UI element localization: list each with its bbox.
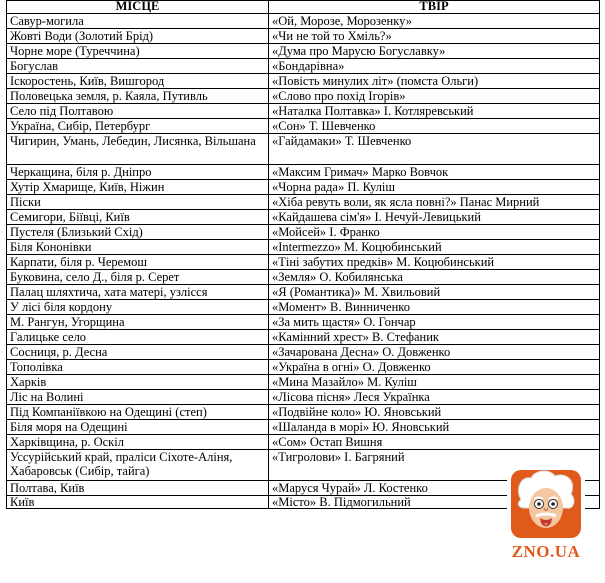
cell-place: Черкащина, біля р. Дніпро	[7, 165, 269, 180]
header-work: ТВІР	[269, 1, 600, 14]
cell-place: Харків	[7, 375, 269, 390]
table-row	[7, 405, 600, 420]
cell-place: Уссурійський край, праліси Сіхоте-Аліня, Хабаровськ (Сибір, тайга)	[7, 450, 269, 481]
cell-work: «Зачарована Десна» О. Довженко	[269, 345, 600, 360]
cell-work: «Камінний хрест» В. Стефаник	[269, 330, 600, 345]
cell-work: «Intermezzo» М. Коцюбинський	[269, 240, 600, 255]
table-row	[7, 74, 600, 89]
table-row	[7, 134, 600, 165]
cell-place: Київ	[7, 496, 269, 509]
cell-place: М. Рангун, Угорщина	[7, 315, 269, 330]
table-row	[7, 89, 600, 104]
table-row	[7, 104, 600, 119]
cell-work: «Місто» В. Підмогильний	[269, 496, 600, 509]
cell-work: «Максим Гримач» Марко Вовчок	[269, 165, 600, 180]
table-row	[7, 330, 600, 345]
cell-work: «Слово про похід Ігорів»	[269, 89, 600, 104]
table-row	[7, 14, 600, 29]
cell-place: Ліс на Волині	[7, 390, 269, 405]
cell-work: «Хіба ревуть воли, як ясла повні?» Панас Мирний	[269, 195, 600, 210]
table-row	[7, 44, 600, 59]
cell-place: Савур-могила	[7, 14, 269, 29]
cell-place: Семигори, Біївці, Київ	[7, 210, 269, 225]
cell-work: «Земля» О. Кобилянська	[269, 270, 600, 285]
cell-work: «Чи не той то Хміль?»	[269, 29, 600, 44]
cell-work: «Мойсей» І. Франко	[269, 225, 600, 240]
cell-place: Під Компаніївкою на Одещині (степ)	[7, 405, 269, 420]
places-works-table-wrapper	[6, 0, 599, 509]
cell-place: Біля моря на Одещині	[7, 420, 269, 435]
cell-place: Іскоростень, Київ, Вишгород	[7, 74, 269, 89]
cell-work: «Сом» Остап Вишня	[269, 435, 600, 450]
cell-work: «Ой, Морозе, Морозенку»	[269, 14, 600, 29]
table-row	[7, 420, 600, 435]
cell-place: У лісі біля кордону	[7, 300, 269, 315]
cell-work: «Я (Романтика)» М. Хвильовий	[269, 285, 600, 300]
cell-place: Чигирин, Умань, Лебедин, Лисянка, Вільшана	[7, 134, 269, 165]
einstein-icon	[507, 466, 585, 542]
cell-place: Богуслав	[7, 59, 269, 74]
table-row	[7, 210, 600, 225]
table-row	[7, 315, 600, 330]
cell-place: Піски	[7, 195, 269, 210]
table-header-row	[7, 1, 600, 14]
table-row	[7, 240, 600, 255]
table-row	[7, 435, 600, 450]
cell-place: Україна, Сибір, Петербург	[7, 119, 269, 134]
table-row	[7, 270, 600, 285]
cell-place: Біля Кононівки	[7, 240, 269, 255]
table-row	[7, 225, 600, 240]
cell-work: «Тигролови» І. Багряний	[269, 450, 600, 481]
cell-place: Чорне море (Туреччина)	[7, 44, 269, 59]
cell-work: «Гайдамаки» Т. Шевченко	[269, 134, 600, 165]
cell-work: «Подвійне коло» Ю. Яновський	[269, 405, 600, 420]
zno-logo	[507, 466, 585, 570]
cell-work: «Тіні забутих предків» М. Коцюбинський	[269, 255, 600, 270]
cell-place: Сосниця, р. Десна	[7, 345, 269, 360]
logo-text: ZNO.UA	[511, 542, 581, 561]
cell-work: «За мить щастя» О. Гончар	[269, 315, 600, 330]
cell-work: «Бондарівна»	[269, 59, 600, 74]
cell-work: «Наталка Полтавка» І. Котляревський	[269, 104, 600, 119]
table-row	[7, 285, 600, 300]
cell-place: Хутір Хмарище, Київ, Ніжин	[7, 180, 269, 195]
cell-work: «Чорна рада» П. Куліш	[269, 180, 600, 195]
table-row	[7, 59, 600, 74]
table-row	[7, 255, 600, 270]
cell-work: «Кайдашева сім'я» І. Нечуй-Левицький	[269, 210, 600, 225]
cell-work: «Момент» В. Винниченко	[269, 300, 600, 315]
table-body	[7, 14, 600, 509]
table-row	[7, 300, 600, 315]
places-works-table	[6, 0, 600, 509]
table-row	[7, 165, 600, 180]
table-row	[7, 345, 600, 360]
cell-work: «Лісова пісня» Леся Українка	[269, 390, 600, 405]
table-row	[7, 360, 600, 375]
cell-place: Буковина, село Д., біля р. Серет	[7, 270, 269, 285]
table-row	[7, 180, 600, 195]
cell-place: Карпати, біля р. Черемош	[7, 255, 269, 270]
cell-place: Пустеля (Близький Схід)	[7, 225, 269, 240]
cell-place: Полтава, Київ	[7, 481, 269, 496]
table-row	[7, 375, 600, 390]
cell-place: Харківщина, р. Оскіл	[7, 435, 269, 450]
table-row	[7, 195, 600, 210]
cell-work: «Повість минулих літ» (помста Ольги)	[269, 74, 600, 89]
table-row	[7, 29, 600, 44]
cell-work: «Маруся Чурай» Л. Костенко	[269, 481, 600, 496]
table-row	[7, 119, 600, 134]
cell-place: Галицьке село	[7, 330, 269, 345]
cell-work: «Сон» Т. Шевченко	[269, 119, 600, 134]
cell-work: «Мина Мазайло» М. Куліш	[269, 375, 600, 390]
cell-work: «Україна в огні» О. Довженко	[269, 360, 600, 375]
cell-place: Половецька земля, р. Каяла, Путивль	[7, 89, 269, 104]
cell-place: Палац шляхтича, хата матері, узлісся	[7, 285, 269, 300]
cell-place: Тополівка	[7, 360, 269, 375]
cell-work: «Дума про Марусю Богуславку»	[269, 44, 600, 59]
cell-work: «Шаланда в морі» Ю. Яновський	[269, 420, 600, 435]
cell-place: Село під Полтавою	[7, 104, 269, 119]
header-place: МІСЦЕ	[7, 1, 269, 14]
cell-place: Жовті Води (Золотий Брід)	[7, 29, 269, 44]
table-row	[7, 390, 600, 405]
